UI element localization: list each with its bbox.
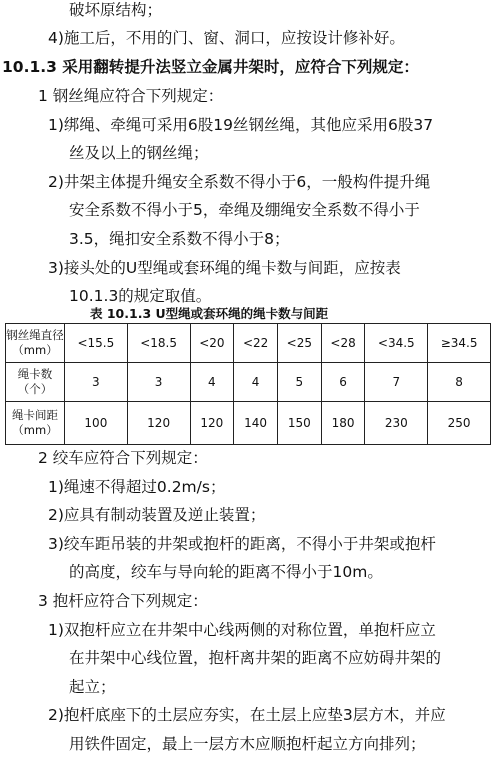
row-header: 绳卡间距（mm） xyxy=(6,402,65,445)
table-row xyxy=(6,363,491,402)
text-line: 2)抱杆底座下的土层应夯实，在土层上应垫3层方木，并应 xyxy=(48,706,446,724)
text-line: 的高度，绞车与导向轮的距离不得小于10m。 xyxy=(69,563,383,581)
table-cell: 230 xyxy=(365,402,428,445)
table-cell: 140 xyxy=(234,402,278,445)
text-line: 安全系数不得小于5，牵绳及绷绳安全系数不得小于 xyxy=(69,201,420,219)
table-cell: 150 xyxy=(277,402,321,445)
table-cell: 100 xyxy=(65,402,128,445)
table-cell: <20 xyxy=(190,324,234,363)
table-cell: <18.5 xyxy=(127,324,190,363)
table-cell: <25 xyxy=(277,324,321,363)
text-line: 在井架中心线位置，抱杆离井架的距离不应妨碍井架的 xyxy=(69,649,442,667)
text-line: 用铁件固定，最上一层方木应顺抱杆起立方向排列； xyxy=(69,735,426,753)
text-line: 1)绑绳、牵绳可采用6股19丝钢丝绳，其他应采用6股37 xyxy=(48,116,434,134)
text-line: 10.1.3的规定取值。 xyxy=(69,287,212,305)
text-line: 1)双抱杆应立在井架中心线两侧的对称位置，单抱杆应立 xyxy=(48,621,436,639)
table-cell: 250 xyxy=(428,402,491,445)
table-cell: 8 xyxy=(428,363,491,402)
table-cell: <34.5 xyxy=(365,324,428,363)
table-cell: <15.5 xyxy=(65,324,128,363)
clause-heading: 10.1.3 采用翻转提升法竖立金属井架时，应符合下列规定： xyxy=(2,58,419,76)
table-row xyxy=(6,402,491,445)
table-cell: 4 xyxy=(190,363,234,402)
text-line: 2)应具有制动装置及逆止装置； xyxy=(48,506,266,524)
text-line: 1)绳速不得超过0.2m/s； xyxy=(48,478,226,496)
item-heading: 1 钢丝绳应符合下列规定： xyxy=(38,87,224,105)
table-cell: 6 xyxy=(321,363,365,402)
table-cell: 7 xyxy=(365,363,428,402)
rope-clip-table xyxy=(5,323,491,445)
table-cell: 120 xyxy=(190,402,234,445)
text-line: 3.5，绳扣安全系数不得小于8； xyxy=(69,230,290,248)
text-line: 起立； xyxy=(69,678,116,696)
table-cell: 180 xyxy=(321,402,365,445)
row-header: 钢丝绳直径（mm） xyxy=(6,324,65,363)
text-line: 4)施工后，不用的门、窗、洞口，应按设计修补好。 xyxy=(48,29,405,47)
table-cell: 5 xyxy=(277,363,321,402)
item-heading: 3 抱杆应符合下列规定： xyxy=(38,592,208,610)
table-cell: 3 xyxy=(65,363,128,402)
table-cell: 120 xyxy=(127,402,190,445)
table-cell: ≥34.5 xyxy=(428,324,491,363)
text-line: 3)绞车距吊装的井架或抱杆的距离，不得小于井架或抱杆 xyxy=(48,535,436,553)
text-line: 3)接头处的U型绳或套环绳的绳卡数与间距，应按表 xyxy=(48,259,401,277)
row-header: 绳卡数（个） xyxy=(6,363,65,402)
text-line: 丝及以上的钢丝绳； xyxy=(69,144,209,162)
item-heading: 2 绞车应符合下列规定： xyxy=(38,449,208,467)
table-cell: 3 xyxy=(127,363,190,402)
table-cell: <22 xyxy=(234,324,278,363)
table-caption: 表 10.1.3 U型绳或套环绳的绳卡数与间距 xyxy=(90,306,329,321)
text-line: 2)井架主体提升绳安全系数不得小于6，一般构件提升绳 xyxy=(48,173,431,191)
table-cell: 4 xyxy=(234,363,278,402)
table-cell: <28 xyxy=(321,324,365,363)
text-line: 破坏原结构； xyxy=(69,1,163,19)
table-row xyxy=(6,324,491,363)
